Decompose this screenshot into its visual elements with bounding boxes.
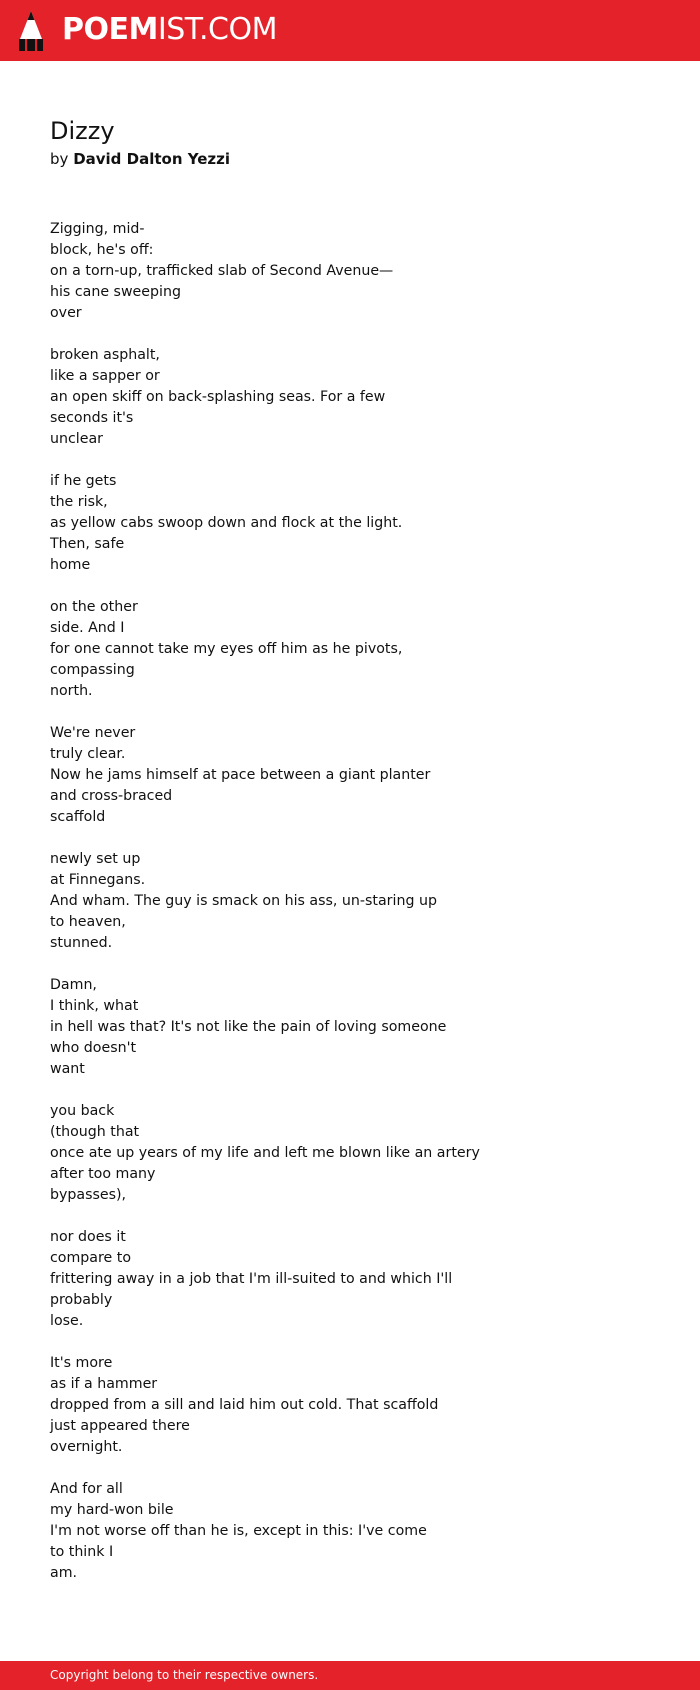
poem-line: probably bbox=[50, 1292, 113, 1308]
poem-line: home bbox=[50, 557, 91, 573]
poem-line: you back bbox=[50, 1103, 115, 1119]
poem-line: if he gets bbox=[50, 473, 117, 489]
poem-line: stunned. bbox=[50, 935, 113, 951]
poem-stanza bbox=[50, 1101, 670, 1206]
poem-line: am. bbox=[50, 1565, 78, 1581]
poem-line: And for all bbox=[50, 1481, 123, 1497]
poem-line: once ate up years of my life and left me blown like an artery bbox=[50, 1145, 480, 1161]
poem-line: And wham. The guy is smack on his ass, un-staring up bbox=[50, 893, 437, 909]
poem-line: unclear bbox=[50, 431, 103, 447]
poem-stanza bbox=[50, 471, 670, 576]
poem-line: north. bbox=[50, 683, 93, 699]
poem-line: as if a hammer bbox=[50, 1376, 158, 1392]
poem-line: like a sapper or bbox=[50, 368, 160, 384]
poem-line: an open skiff on back-splashing seas. For a few bbox=[50, 389, 386, 405]
poem-stanza bbox=[50, 345, 670, 450]
poem-line: just appeared there bbox=[50, 1418, 190, 1434]
poem-stanza bbox=[50, 1227, 670, 1332]
site-header bbox=[0, 0, 700, 61]
poem-line: to heaven, bbox=[50, 914, 126, 930]
poem-line: for one cannot take my eyes off him as he pivots, bbox=[50, 641, 403, 657]
copyright-text: Copyright belong to their respective owners. bbox=[50, 1668, 319, 1682]
poem-line: We're never bbox=[50, 725, 136, 741]
poem-line: to think I bbox=[50, 1544, 114, 1560]
poem-body bbox=[50, 219, 670, 1605]
poem-line: as yellow cabs swoop down and flock at the light. bbox=[50, 515, 403, 531]
poem-stanza bbox=[50, 975, 670, 1080]
poem-line: on the other bbox=[50, 599, 138, 615]
poem-author: David Dalton Yezzi bbox=[73, 150, 230, 168]
poem-byline bbox=[50, 148, 230, 170]
poem-line: who doesn't bbox=[50, 1040, 137, 1056]
poem-line: scaffold bbox=[50, 809, 106, 825]
poem-line: bypasses), bbox=[50, 1187, 127, 1203]
poem-line: Damn, bbox=[50, 977, 97, 993]
poem-line: It's more bbox=[50, 1355, 113, 1371]
poem-line: seconds it's bbox=[50, 410, 134, 426]
poem-line: side. And I bbox=[50, 620, 125, 636]
poem-line: and cross-braced bbox=[50, 788, 173, 804]
poem-line: lose. bbox=[50, 1313, 84, 1329]
poem-line: newly set up bbox=[50, 851, 141, 867]
poem-line: on a torn-up, trafficked slab of Second Avenue— bbox=[50, 263, 394, 279]
pencil-tip-icon[interactable] bbox=[18, 10, 44, 52]
poem-line: over bbox=[50, 305, 82, 321]
site-footer bbox=[0, 1661, 700, 1690]
logo-light-text: IST.COM bbox=[157, 12, 277, 47]
poem-title: Dizzy bbox=[50, 117, 115, 145]
poem-line: after too many bbox=[50, 1166, 156, 1182]
poem-line: the risk, bbox=[50, 494, 108, 510]
poem-line: want bbox=[50, 1061, 85, 1077]
poem-line: (though that bbox=[50, 1124, 140, 1140]
poem-line: I think, what bbox=[50, 998, 139, 1014]
logo-bold-text: POEM bbox=[62, 12, 158, 47]
poem-stanza bbox=[50, 219, 670, 324]
by-label: by bbox=[50, 150, 69, 168]
poem-line: compare to bbox=[50, 1250, 132, 1266]
poem-line: Now he jams himself at pace between a giant planter bbox=[50, 767, 431, 783]
poem-line: broken asphalt, bbox=[50, 347, 160, 363]
poem-stanza bbox=[50, 1353, 670, 1458]
poem-line: truly clear. bbox=[50, 746, 126, 762]
poem-line: Zigging, mid- bbox=[50, 221, 145, 237]
site-logo[interactable] bbox=[62, 11, 277, 49]
poem-line: in hell was that? It's not like the pain of loving someone bbox=[50, 1019, 447, 1035]
poem-line: frittering away in a job that I'm ill-suited to and which I'll bbox=[50, 1271, 453, 1287]
poem-line: I'm not worse off than he is, except in this: I've come bbox=[50, 1523, 427, 1539]
poem-line: Then, safe bbox=[50, 536, 125, 552]
poem-stanza bbox=[50, 723, 670, 828]
poem-stanza bbox=[50, 849, 670, 954]
poem-line: nor does it bbox=[50, 1229, 126, 1245]
poem-stanza bbox=[50, 1479, 670, 1584]
poem-line: compassing bbox=[50, 662, 135, 678]
poem-line: at Finnegans. bbox=[50, 872, 146, 888]
poem-line: his cane sweeping bbox=[50, 284, 181, 300]
poem-stanza bbox=[50, 597, 670, 702]
poem-line: overnight. bbox=[50, 1439, 123, 1455]
poem-line: block, he's off: bbox=[50, 242, 154, 258]
poem-line: my hard-won bile bbox=[50, 1502, 174, 1518]
poem-line: dropped from a sill and laid him out cold. That scaffold bbox=[50, 1397, 439, 1413]
